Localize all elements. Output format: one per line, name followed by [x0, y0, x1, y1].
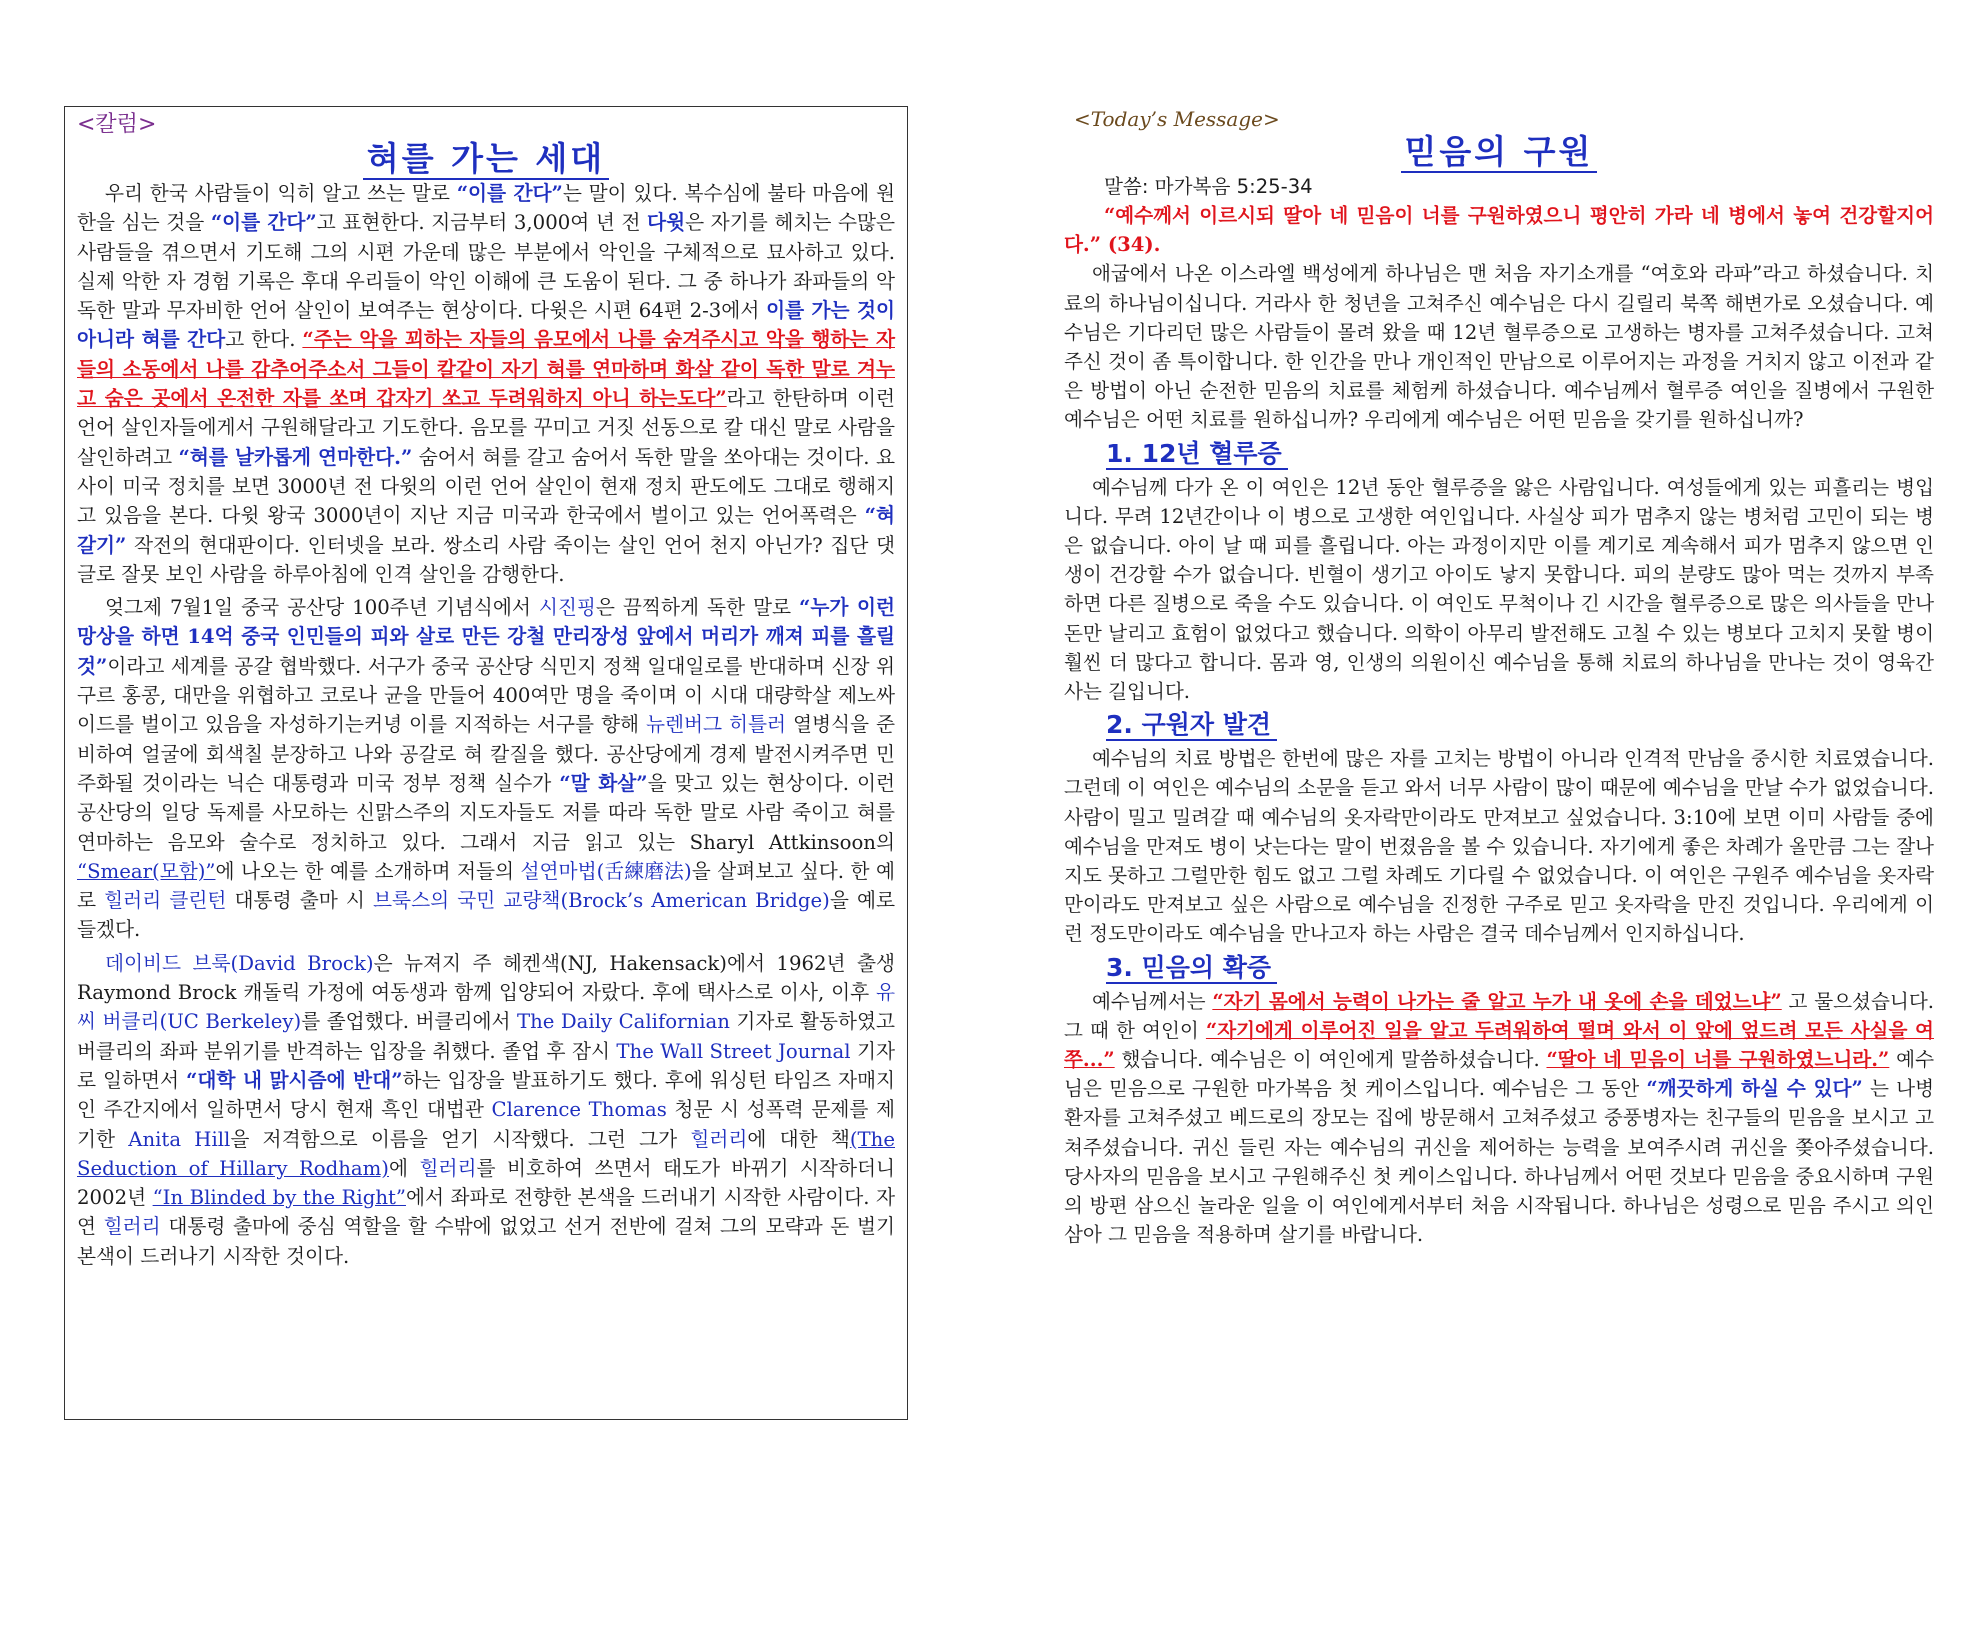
message-intro: 애굽에서 나온 이스라엘 백성에게 하나님은 맨 처음 자기소개를 “여호와 라파”라고 하셨습니다. 치료의 하나님이십니다. 거라사 한 청년을 고쳐주신 예수님은 다시 길릴리 북쪽 해변가로 오셨습니다. 예수님은 기다리던 많은 사람들이 몰려 왔을 때 12년 혈루증으로 고생하는 병자를 고쳐주셨습니다. 고쳐주신 것이 좀 특이합니다. 한 인간을 만나 개인적인 만남으로 이루어지는 과정을 거치지 않고 이전과 같은 방법이 아닌 순전한 믿음의 치료를 체험케 하셨습니다. 예수님께서 혈루증 여인을 질병에서 구원한 예수님은 어떤 치료를 원하십니까? 우리에게 예수님은 어떤 믿음을 갖기를 원하십니까?: [1064, 262, 1934, 432]
section-heading-1: 1. 12년 혈루증: [1106, 437, 1934, 471]
message-column: [1064, 106, 1934, 1636]
section-heading-2: 2. 구원자 발견: [1106, 708, 1934, 742]
key-verse: “예수께서 이르시되 딸아 네 믿음이 너를 구원하였으니 평안히 가라 네 병에서 놓여 건강할지어다.” (34).: [1064, 204, 1934, 257]
section-body-1: 예수님께 다가 온 이 여인은 12년 동안 혈루증을 앓은 사람입니다. 여성들에게 있는 피흘리는 병입니다. 무려 12년간이나 이 병으로 고생한 여인입니다. 사실상 피가 멈추지 않는 병처럼 고민이 되는 병은 없습니다. 아이 날 때 피를 흘립니다. 아는 과정이지만 이를 계기로 계속해서 피가 멈추지 않으면 인생이 건강할 수가 없습니다. 빈혈이 생기고 아이도 낳지 못합니다. 피의 분량도 많아 먹는 것까지 부족하면 다른 질병으로 죽을 수도 있습니다. 이 여인도 무척이나 긴 시간을 혈루증으로 많은 의사들을 만나 돈만 날리고 효험이 없었다고 했습니다. 의학이 아무리 발전해도 고칠 수 있는 병보다 고치지 못할 병이 훨씬 더 많다고 합니다. 몸과 영, 인생의 의원이신 예수님을 통해 치료의 하나님을 만나는 것이 영육간 사는 길입니다.: [1064, 475, 1934, 704]
column-title: 혀를 가는 세대: [77, 139, 895, 179]
scripture-reference: 말씀: 마가복음 5:25-34: [1104, 175, 1313, 198]
column-paragraph-3: 데이비드 브룩(David Brock)은 뉴져지 주 헤켄색(NJ, Hakensack)에서 1962년 출생 Raymond Brock 캐돌릭 가정에 여동생과 함께 입양되어 자랐다. 후에 택사스로 이사, 이후 유씨 버클리(UC Berkeley)를 졸업했다. 버클리에서 The Daily Californian 기자로 활동하였고 버클리의 좌파 분위기를 반격하는 입장을 취했다. 졸업 후 잠시 The Wall Street Journal 기자로 일하면서 “대학 내 맑시즘에 반대”하는 입장을 발표하기도 했다. 후에 워싱턴 타임즈 자매지인 주간지에서 일하면서 당시 현재 흑인 대법관 Clarence Thomas 청문 시 성폭력 문제를 제기한 Anita Hill을 저격함으로 이름을 얻기 시작했다. 그런 그가 힐러리에 대한 책(The Seduction of Hillary Rodham)에 힐러리를 비호하여 쓰면서 태도가 바뀌기 시작하더니 2002년 “In Blinded by the Right”에서 좌파로 전향한 본색을 드러내기 시작한 사람이다. 자연 힐러리 대통령 출마에 중심 역할을 할 수밖에 없었고 선거 전반에 걸쳐 그의 모략과 돈 벌기 본색이 드러나기 시작한 것이다.: [77, 951, 896, 1268]
section-heading-3: 3. 믿음의 확증: [1106, 951, 1934, 985]
column-paragraph-1: 우리 한국 사람들이 익히 알고 쓰는 말로 “이를 간다”는 말이 있다. 복수심에 불타 마음에 원한을 심는 것을 “이를 간다”고 표현한다. 지금부터 3,000여 년 전 다윗은 자기를 헤치는 수많은 사람들을 겪으면서 기도해 그의 시편 가운데 많은 부분에서 악인을 구체적으로 묘사하고 있다. 실제 악한 자 경험 기록은 후대 우리들이 악인 이해에 큰 도움이 된다. 그 중 하나가 좌파들의 악독한 말과 무자비한 언어 살인이 보여주는 현상이다. 다윗은 시편 64편 2-3에서 이를 가는 것이 아니라 혀를 간다고 한다. “주는 악을 꾀하는 자들의 음모에서 나를 숨겨주시고 악을 행하는 자들의 소동에서 나를 감추어주소서 그들이 칼같이 자기 혀를 연마하며 화살 같이 독한 말로 겨누고 숨은 곳에서 온전한 자를 쏘며 갑자기 쏘고 두려워하지 아니 하는도다”라고 한탄하며 이런 언어 살인자들에게서 구원해달라고 기도한다. 음모를 꾸미고 거짓 선동으로 칼 대신 말로 사람을 살인하려고 “혀를 날카롭게 연마한다.” 숨어서 혀를 갈고 숨어서 독한 말을 쏘아대는 것이다. 요사이 미국 정치를 보면 3000년 전 다윗의 이런 언어 살인이 현재 정치 판도에도 그대로 행해지고 있음을 본다. 다윗 왕국 3000년이 지난 지금 미국과 한국에서 벌이고 있는 언어폭력은 “혀 갈기” 작전의 현대판이다. 인터넷을 보라. 쌍소리 사람 죽이는 살인 언어 천지 아닌가? 집단 댓글로 잘못 보인 사람을 하루아침에 인격 살인을 감행한다.: [77, 182, 896, 586]
column-label: <칼럼>: [77, 112, 157, 137]
message-label: <Today’s Message>: [1074, 107, 1280, 131]
column-paragraph-2: 엊그제 7월1일 중국 공산당 100주년 기념식에서 시진핑은 끔찍하게 독한 말로 “누가 이런 망상을 하면 14억 중국 인민들의 피와 살로 만든 강철 만리장성 앞에서 머리가 깨져 피를 흘릴 것”이라고 세계를 공갈 협박했다. 서구가 중국 공산당 식민지 정책 일대일로를 반대하며 신장 위구르 홍콩, 대만을 위협하고 코로나 균을 만들어 400여만 명을 죽이며 이 시대 대량학살 제노싸이드를 벌이고 있음을 자성하기는커녕 이를 지적하는 서구를 향해 뉴렌버그 히틀러 열병식을 준비하여 얼굴에 회색칠 분장하고 나와 공갈로 혀 칼질을 했다. 공산당에게 경제 발전시켜주면 민주화될 것이라는 닉슨 대통령과 미국 정부 정책 실수가 “말 화살”을 맞고 있는 현상이다. 이런 공산당의 일당 독제를 사모하는 신맑스주의 지도자들도 저를 따라 독한 말로 사람 죽이고 혀를 연마하는 음모와 술수로 정치하고 있다. 그래서 지금 읽고 있는 Sharyl Attkinsoon의 “Smear(모함)”에 나오는 한 예를 소개하며 저들의 설연마법(舌練磨法)을 살펴보고 싶다. 한 예로 힐러리 클린턴 대통령 출마 시 브룩스의 국민 교량책(Brock’s American Bridge)을 예로 들겠다.: [77, 596, 896, 942]
column-box: [64, 106, 908, 1420]
section-body-2: 예수님의 치료 방법은 한번에 많은 자를 고치는 방법이 아니라 인격적 만남을 중시한 치료였습니다. 그런데 이 여인은 예수님의 소문을 듣고 와서 너무 사람이 많이 때문에 예수님을 만날 수가 없었습니다. 사람이 밀고 밀려갈 때 예수님의 옷자락만이라도 만져보고 싶었습니다. 3:10에 보면 이미 사람들 중에 예수님을 만져도 병이 낫는다는 말이 번졌음을 볼 수 있습니다. 자기에게 좋은 차례가 올만큼 그는 잘나지도 못하고 그럴만한 힘도 없고 그럴 차례도 기다릴 수 없었습니다. 이 여인은 구원주 예수님을 옷자락만이라도 만져보고 싶은 사람으로 예수님을 진정한 구주로 믿고 옷자락을 만진 것입니다. 우리에게 이런 정도만이라도 예수님을 만나고자 하는 사람은 결국 데수님께서 인지하십니다.: [1064, 747, 1934, 946]
section-body-3: 예수님께서는 “자기 몸에서 능력이 나가는 줄 알고 누가 내 옷에 손을 데었느냐” 고 물으셨습니다. 그 때 한 여인이 “자기에게 이루어진 일을 알고 두려워하여 떨며 와서 이 앞에 엎드려 모든 사실을 여쭈...” 했습니다. 예수님은 이 여인에게 말씀하셨습니다. “딸아 네 믿음이 너를 구원하였느니라.” 예수님은 믿음으로 구원한 마가복음 첫 케이스입니다. 예수님은 그 동안 “깨끗하게 하실 수 있다” 는 나병환자를 고쳐주셨고 베드로의 장모는 집에 방문해서 고쳐주셨고 중풍병자는 친구들의 믿음을 보시고 고쳐주셨습니다. 귀신 들린 자는 예수님의 귀신을 제어하는 능력을 보여주시려 귀신을 쫒아주셨습니다. 당사자의 믿음을 보시고 구원해주신 첫 케이스입니다. 하나님께서 어떤 것보다 믿음을 중요시하며 구원의 방편 삼으신 놀라운 일을 이 여인에게서부터 처음 시작됩니다. 하나님은 성령으로 믿음 주시고 의인 삼아 그 믿음을 적용하며 살기를 바랍니다.: [1064, 989, 1934, 1247]
message-title: 믿음의 구원: [1064, 132, 1934, 172]
